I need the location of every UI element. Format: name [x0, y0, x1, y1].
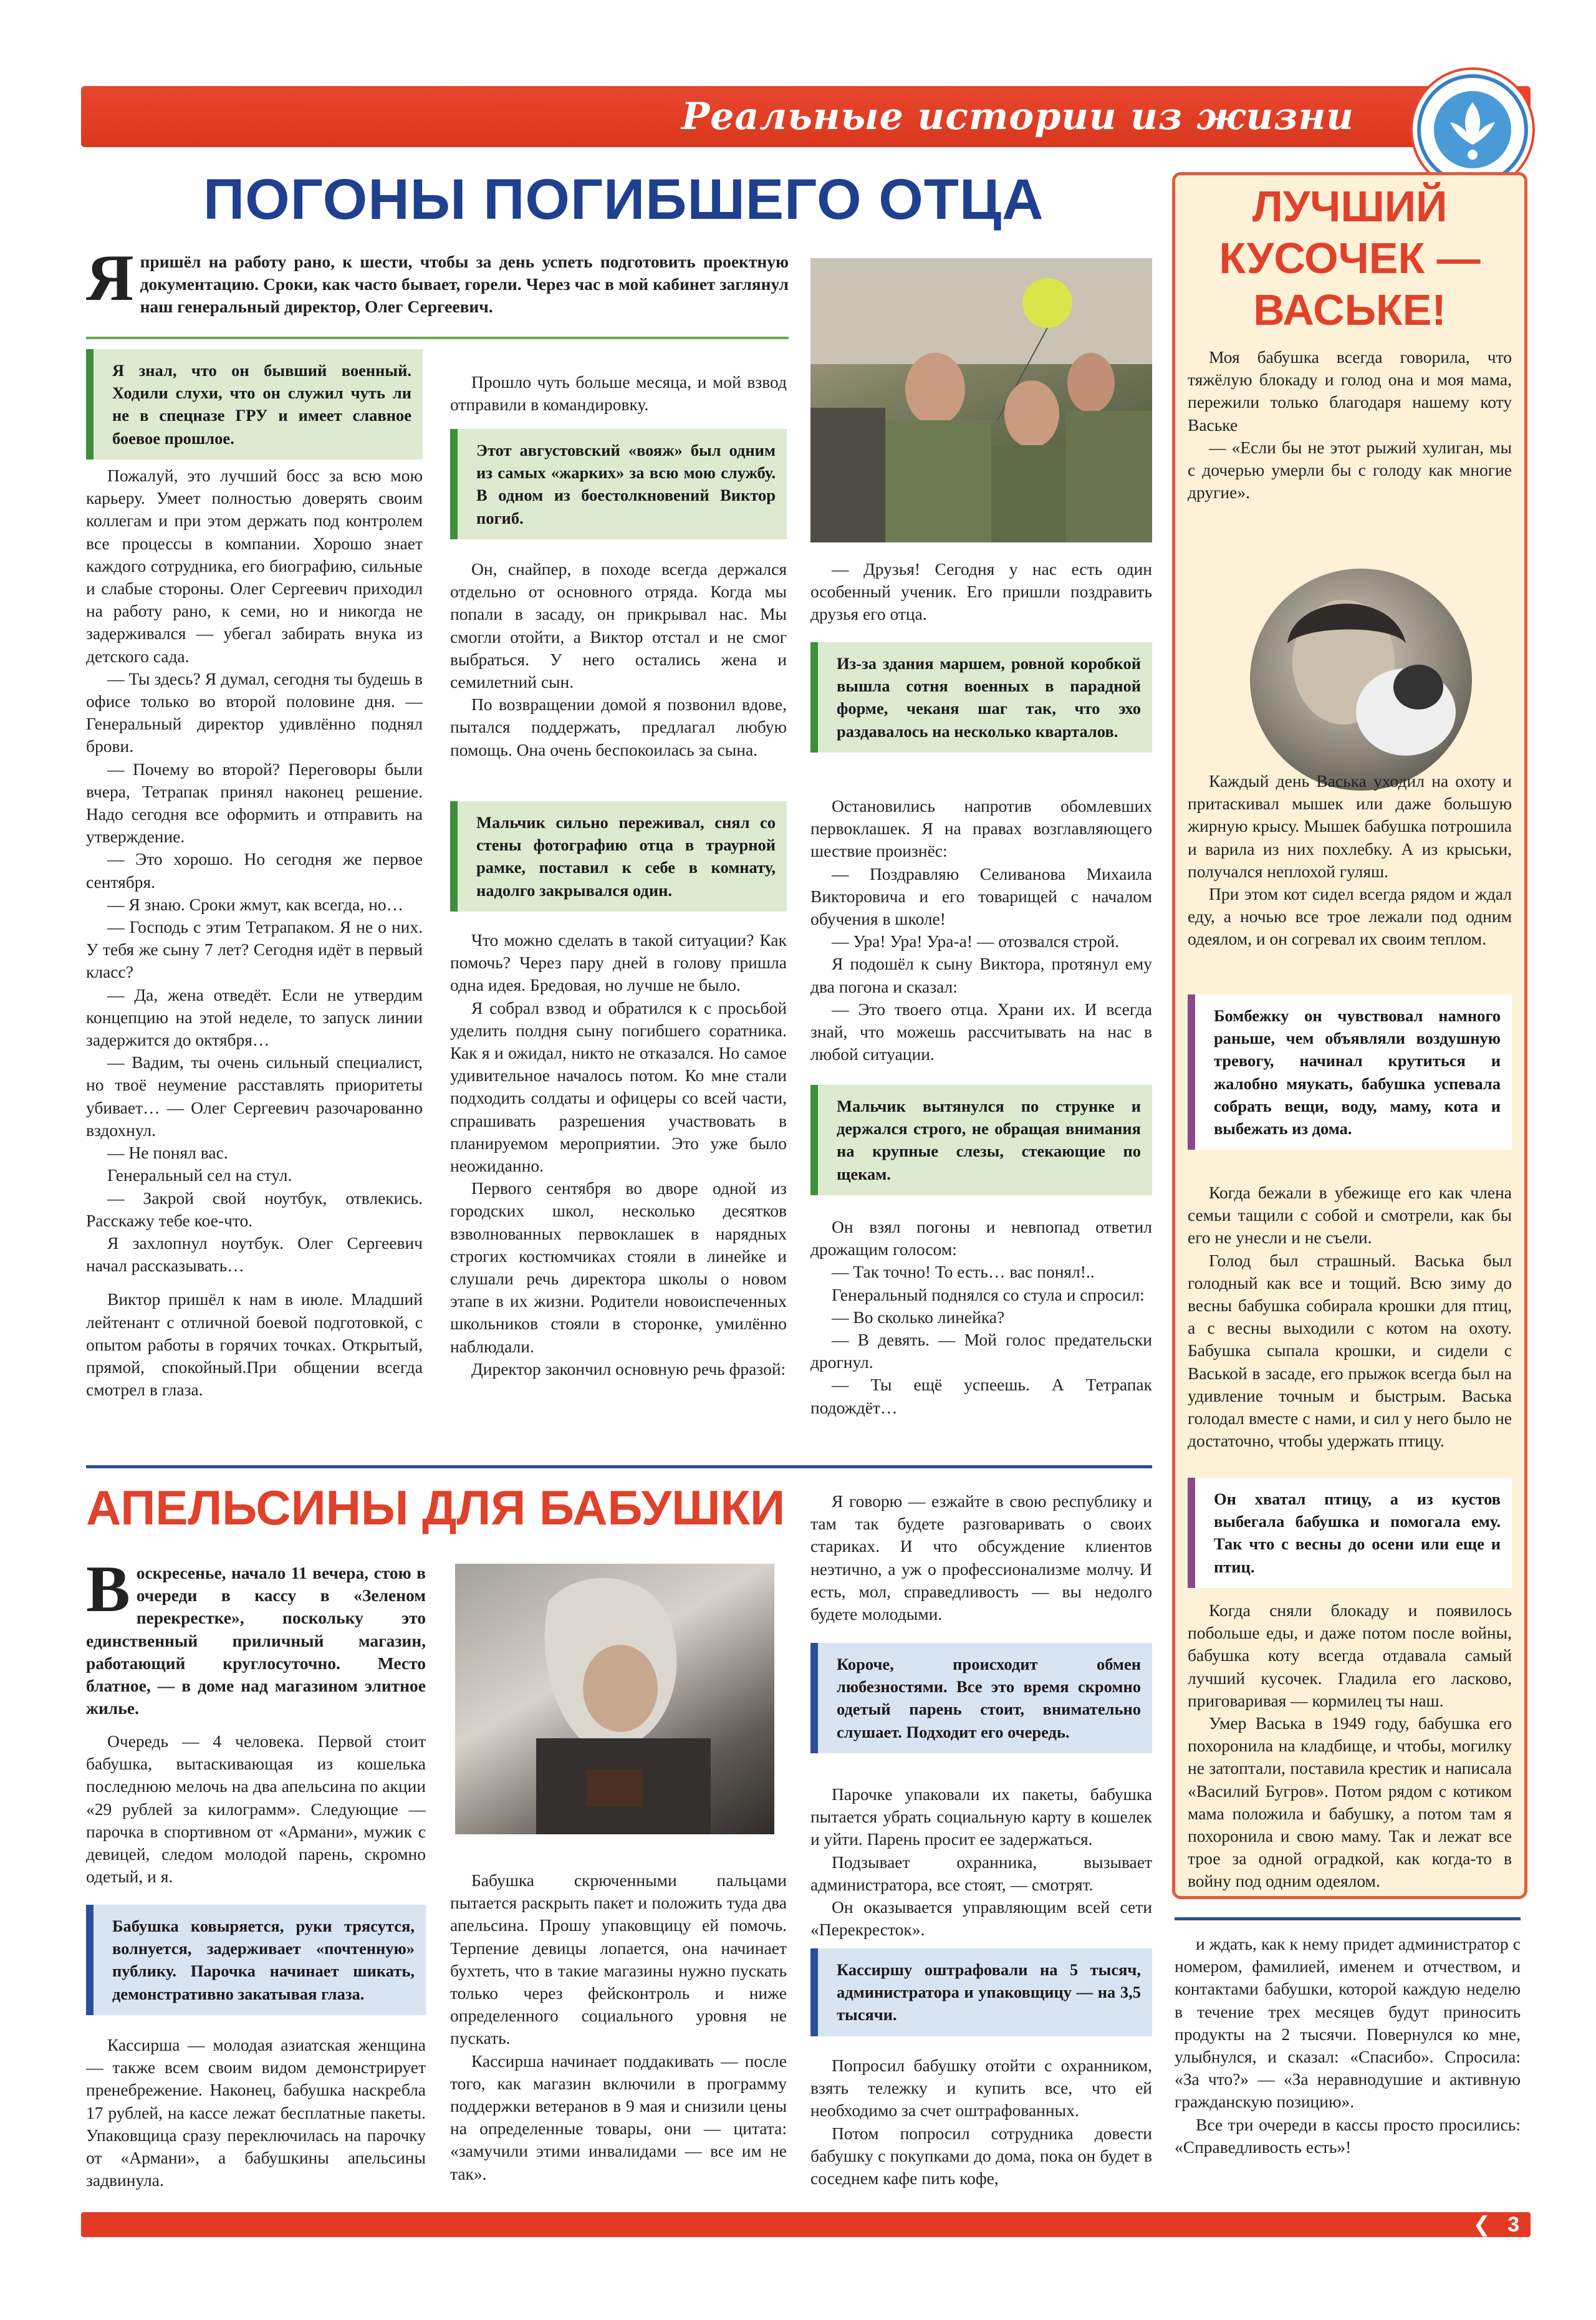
article2-col1	[86, 1730, 426, 1888]
article2-quote-2: Короче, происходит обмен любезностями. Все это время скромно одетый парень стоит, внимательно слушает. Подходит его очередь.	[810, 1643, 1152, 1753]
article2-lead	[86, 1552, 426, 1720]
sidebar-text-1	[1188, 770, 1512, 951]
paragraph: Подзывает охранника, вызывает администратора, все стоят, — смотрят.	[810, 1852, 1152, 1894]
article2-col3-bottom	[810, 2054, 1152, 2190]
article1-col2-bottom	[450, 929, 787, 1380]
paragraph: Я подошёл к сыну Виктора, протянул ему два погона и сказал:	[810, 954, 1152, 996]
footer-bar	[81, 2212, 1531, 2237]
paragraph: Я собрал взвод и обратился к с просьбой уделить полдня сыну погибшего соратника. Как я и ожидал, никто не отказался. Но самое удивительное началось потом. Ко мне стали подходить солдаты и офицеры со всей части, спрашивать разрешения участвовать в планируемом мероприятии. Это уже было неожиданно.	[450, 998, 787, 1176]
paragraph: Он взял погоны и невпопад ответил дрожащим голосом:	[810, 1217, 1152, 1259]
paragraph: Умер Васька в 1949 году, бабушка его похоронила на кладбище, и чтобы, могилку не затоптали, поставила крестик и написала «Василий Бугров». Потом рядом с котиком мама положила и бабушку, а потом там я похоронила и свою маму. Так и лежат все трое за одной оградкой, как когда-то в войну под одним одеялом.	[1188, 1713, 1512, 1891]
paragraph: Остановились напротив обомлевших первоклашек. Я на правах возглавляющего шествие произнёс:	[810, 796, 1152, 861]
drop-cap: В	[86, 1552, 130, 1625]
paragraph: Кассирша — молодая азиатская женщина — также всем своим видом демонстрирует пренебрежение. Наконец, бабушка наскребла 17 рублей, на кассе лежат бесплатные пакеты. Упаковщица сразу переключилась на парочку от «Армани», а бабушкины апельсины задвинула.	[86, 2035, 426, 2190]
paragraph: Кассирша начинает поддакивать — после того, как магазин включили в программу поддержки ветеранов в 9 мая и снизили цены на определенные товары, они — цитата: «замучили этими инвалидами — все им не так».	[450, 2051, 787, 2183]
quote-box-5: Мальчик вытянулся по струнке и держался строго, не обращая внимания на крупные слезы, стекающие по щекам.	[810, 1085, 1152, 1195]
article1-col1	[86, 464, 423, 1401]
paragraph: По возвращении домой я позвонил вдове, пытался поддержать, предлагал любую помощь. Она очень беспокоилась за сына.	[450, 695, 787, 759]
paragraph: При этом кот сидел всегда рядом и ждал еду, а ночью все трое лежали под одним одеялом, и он согревал их своим теплом.	[1188, 884, 1512, 949]
quote-box-1: Я знал, что он бывший военный. Ходили слухи, что он служил чуть ли не в спецназе ГРУ и имеет славное боевое прошлое.	[86, 349, 423, 460]
paragraph: — «Если бы не этот рыжий хулиган, мы с дочерью умерли бы с голоду как многие другие».	[1188, 437, 1512, 503]
paragraph: Потом попросил сотрудника довести бабушку с покупками до дома, пока он будет в соседнем кафе пить кофе,	[810, 2123, 1152, 2188]
article1-col3-mid	[810, 795, 1152, 1066]
sidebar-intro	[1188, 346, 1512, 504]
article-title-apelsiny: АПЕЛЬСИНЫ ДЛЯ БАБУШКИ	[86, 1480, 786, 1535]
paragraph: Генеральный сел на стул.	[107, 1165, 292, 1185]
article-title-pogony: ПОГОНЫ ПОГИБШЕГО ОТЦА	[203, 168, 1044, 231]
paragraph: Первого сентября во дворе одной из городских школ, несколько десятков взволнованных первоклашек в нарядных строгих костюмчиках стояли в линейке и слушали речь директора школы о новом этапе в их жизни. Родители новоиспеченных школьников стояли в сторонке, умилённо наблюдали.	[450, 1178, 787, 1356]
article2-col3-mid	[810, 1783, 1152, 1941]
paragraph: Каждый день Васька уходил на охоту и притаскивал мышек или даже большую жирную крысу. Мышек бабушка потрошила и варила из них похлебку. А из крыськи, получался неплохой гуляш.	[1188, 771, 1512, 881]
article2-quote-3: Кассиршу оштрафовали на 5 тысяч, администратора и упаковщицу — на 3,5 тысячи.	[810, 1948, 1152, 2036]
lead-text: оскресенье, начало 11 вечера, стою в очереди в кассу в «Зеленом перекрестке», поскольку это единственный приличный магазин, работающий круглосуточно. Место блатное, — в доме над магазином элитное жилье.	[86, 1563, 426, 1718]
drop-cap: Я	[86, 241, 134, 314]
paragraph: Генеральный поднялся со стула и спросил:	[832, 1284, 1145, 1304]
quote-box-3: Мальчик сильно переживал, снял со стены фотографию отца в траурной рамке, поставил к себе в комнату, надолго закрывался один.	[450, 801, 787, 912]
section-title: Реальные истории из жизни	[681, 95, 1354, 138]
photo-babushka-image	[455, 1564, 774, 1834]
paragraph: и ждать, как к нему придет администратор с номером, фамилией, именем и отчеством, и контактами бабушки, которой каждую неделю в течение трех месяцев будут приносить продукты на 2 тысячи. Повернулся ко мне, улыбнулся, и сказал: «Спасибо». Спросила: «За что?» — «За неравнодушие и активную гражданскую позицию».	[1175, 1934, 1521, 2112]
article2-col4	[1175, 1933, 1521, 2159]
photo-elderly-woman	[455, 1564, 774, 1834]
quote-box-4: Из-за здания маршем, ровной коробкой вышла сотня военных в парадной форме, чеканя шаг так, что эхо раздавалось на несколько кварталов.	[810, 642, 1152, 753]
paragraph: Бабушка скрюченными пальцами пытается раскрыть пакет и положить туда два апельсина. Прошу упаковщицу ей помочь. Терпение девицы лопается, она начинает бухтеть, что в такие магазины нужно пускать только через фейсконтроль и ниже определенного социального уровня не пускать.	[450, 1870, 787, 2048]
paragraph: Парочке упаковали их пакеты, бабушка пытается убрать социальную карту в кошелек и уйти. Парень просит ее задержаться.	[810, 1784, 1152, 1849]
page-number: 3	[1507, 2213, 1519, 2236]
article1-col3-top	[810, 558, 1152, 626]
divider-green	[86, 337, 789, 339]
paragraph: Когда сняли блокаду и появилось побольше еды, и даже потом после войны, бабушка коту всегда отдавала самый лучший кусочек. Гладила его ласково, приговаривая — кормилец ты наш.	[1188, 1600, 1512, 1710]
paragraph: — Ты здесь? Я думал, сегодня ты будешь в офисе только во второй половине дня. — Генеральный директор удивлённо поднял брови.	[86, 668, 423, 756]
paragraph: Когда бежали в убежище его как члена семьи тащили с собой и смотрели, как бы его не унесли и не съели.	[1188, 1183, 1512, 1248]
photo-granny-image	[1250, 569, 1472, 791]
paragraph: — Поздравляю Селиванова Михаила Викторовича и его товарищей с началом обучения в школе!	[810, 864, 1152, 929]
divider-blue-sidebar	[1175, 1917, 1521, 1920]
paragraph: Что можно сделать в такой ситуации? Как помочь? Через пару дней в голову пришла одна идея. Бредовая, но лучше не было.	[450, 930, 787, 995]
photo-soldiers	[810, 258, 1152, 542]
paragraph: — Во сколько линейка?	[832, 1307, 1005, 1327]
paragraph: — Так точно! То есть… вас понял!..	[832, 1262, 1095, 1282]
paragraph: — Ты ещё успеешь. А Тетрапак подождёт…	[810, 1375, 1152, 1417]
article1-col2-mid	[450, 558, 787, 761]
divider-blue	[86, 1465, 1152, 1468]
paragraph: Все три очереди в кассы просто просились: «Справедливость есть»!	[1175, 2114, 1521, 2157]
sidebar-text-3	[1188, 1599, 1512, 1893]
sidebar-quote-1: Бомбежку он чувствовал намного раньше, чем объявляли воздушную тревогу, начинал крутиться и жалобно мяукать, бабушка успевала собрать вещи, воду, маму, кота и выбежать из дома.	[1188, 994, 1512, 1150]
article2-col3-top	[810, 1490, 1152, 1625]
paragraph: — Господь с этим Тетрапаком. Я не о них. У тебя же сыну 7 лет? Сегодня идёт в первый класс?	[86, 917, 423, 982]
paragraph: Директор закончил основную речь фразой:	[471, 1359, 786, 1379]
article1-col3-bottom	[810, 1216, 1152, 1419]
chevron-left-icon: ❮	[1473, 2212, 1491, 2237]
article2-col2	[450, 1869, 787, 2185]
paragraph: — Вадим, ты очень сильный специалист, но твоё неумение расставлять приоритеты убивает… — Олег Сергеевич разочарованно вздохнул.	[86, 1052, 423, 1140]
quote-box-2: Этот августовский «вояж» был одним из самых «жарких» за всю мою службу. В одном из боестолкновений Виктор погиб.	[450, 429, 787, 539]
paragraph: Попросил бабушку отойти с охранником, взять тележку и купить все, что ей необходимо за счет оштрафованных.	[810, 2056, 1152, 2120]
paragraph: — Это твоего отца. Храни их. И всегда знай, что можешь рассчитывать на нас в любой ситуации.	[810, 999, 1152, 1064]
sidebar-quote-2: Он хватал птицу, а из кустов выбегала бабушка и помогала ему. Так что с весны до осени или еще и птиц.	[1188, 1478, 1512, 1588]
paragraph: — Не понял вас.	[107, 1143, 228, 1163]
paragraph: Я захлопнул ноутбук. Олег Сергеевич начал рассказывать…	[86, 1233, 423, 1276]
article2-col1-tail	[86, 2034, 426, 2192]
article1-col2-top	[450, 371, 787, 416]
paragraph: Пожалуй, это лучший босс за всю мою карьеру. Умеет полностью доверять своим коллегам и при этом держать под контролем все процессы в компании. Хорошо знает каждого сотрудника, его биографию, сильные и слабые стороны. Олег Сергеевич приходил на работу рано, к семи, но и никогда не задерживался — убегал забирать внука из детского сада.	[86, 466, 423, 666]
paragraph: — Да, жена отведёт. Если не утвердим концепцию на этой неделе, то запуск линии задержится до октября…	[86, 984, 423, 1050]
article1-lead	[86, 241, 789, 319]
paragraph: — Ура! Ура! Ура-а! — отозвался строй.	[832, 931, 1120, 951]
paragraph: Виктор пришёл к нам в июле. Младший лейтенант с отличной боевой подготовкой, с опытом работы в горячих точках. Открытый, прямой, спокойный.При общении всегда смотрел в глаза.	[86, 1289, 423, 1400]
paragraph: Он, снайпер, в походе всегда держался отдельно от основного отряда. Когда мы попали в засаду, он прикрывал нас. Мы смогли отойти, а Виктор отстал и не смог выбраться. У него остались жена и семилетний сын.	[450, 559, 787, 692]
paragraph: Прошло чуть больше месяца, и мой взвод отправили в командировку.	[450, 372, 787, 415]
paragraph: — Почему во второй? Переговоры были вчера, Тетрапак принял наконец решение. Надо сегодня все оформить и отправить на утверждение.	[86, 759, 423, 847]
photo-soldiers-image	[810, 258, 1152, 542]
paragraph: — Закрой свой ноутбук, отвлекись. Расскажу тебе кое-что.	[86, 1188, 423, 1230]
paragraph: Он оказывается управляющим всей сети «Перекресток».	[810, 1897, 1152, 1940]
paragraph: Голод был страшный. Васька был голодный как все и тощий. Всю зиму до весны бабушка собирала крошки для птиц, а с весны выходили с котом на охоту. Бабушка сыпала крошки, и сидели с Васькой в засаде, его прыжок всегда был на удивление точным и быстрым. Васька голодал вместе с нами, и сил у него было не достаточно, чтобы удержать птицу.	[1188, 1250, 1512, 1451]
sidebar-title: ЛУЧШИЙ КУСОЧЕК — ВАСЬКЕ!	[1219, 182, 1481, 334]
paragraph: — Я знаю. Сроки жмут, как всегда, но…	[107, 894, 404, 914]
article2-quote-1: Бабушка ковыряется, руки трясутся, волнуется, задерживает «почтенную» публику. Парочка начинает шикать, демонстративно закатывая глаза.	[86, 1905, 426, 2015]
paragraph: — Друзья! Сегодня у нас есть один особенный ученик. Его пришли поздравить друзья его отца.	[810, 559, 1152, 624]
sidebar-text-2	[1188, 1182, 1512, 1452]
photo-grandmother-cat	[1250, 569, 1472, 791]
paragraph: Очередь — 4 человека. Первой стоит бабушка, вытаскивающая из кошелька последнюю мелочь на два апельсина по акции «29 рублей за килограмм». Следующие — парочка в спортивном от «Армани», мужик с девицей, следом молодой парень, скромно одетый, и я.	[86, 1731, 426, 1887]
section-header-bar	[81, 86, 1531, 147]
paragraph: — Это хорошо. Но сегодня же первое сентября.	[86, 849, 423, 892]
paragraph: Я говорю — езжайте в свою республику и там так будете разговаривать о своих стариках. И что обсуждение клиентов неэтично, а уж о профессионализме молчу. И есть, мол, справедливость — вы недолго будете молодыми.	[810, 1491, 1152, 1624]
lead-text: пришёл на работу рано, к шести, чтобы за день успеть подготовить проектную документацию. Сроки, как часто бывает, горели. Через час в мой кабинет заглянул наш генеральный директор, Олег Сергеевич.	[140, 252, 789, 317]
paragraph: Моя бабушка всегда говорила, что тяжёлую блокаду и голод она и моя мама, пережили только благодаря нашему коту Ваське	[1188, 347, 1512, 435]
paragraph: — В девять. — Мой голос предательски дрогнул.	[810, 1330, 1152, 1372]
